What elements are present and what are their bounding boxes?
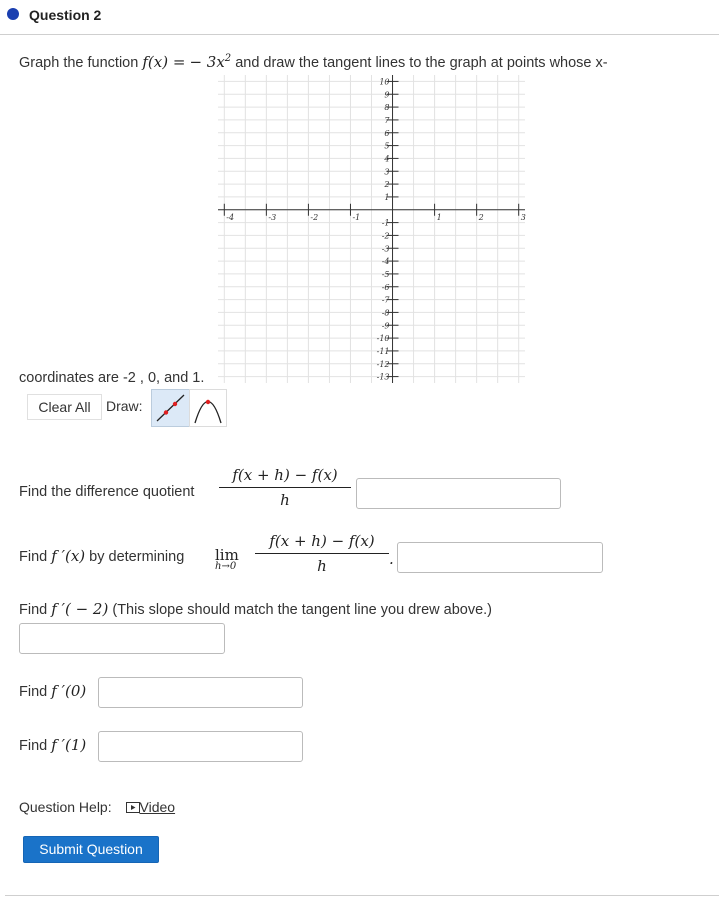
derivative-limit-label: Find f ′(x) by determining	[19, 547, 185, 565]
y-tick-label: -6	[381, 282, 390, 292]
y-tick-label: -13	[376, 372, 390, 382]
difference-quotient-fraction	[219, 466, 351, 509]
y-tick-label: 3	[384, 167, 390, 177]
video-icon	[126, 802, 140, 813]
dl-numerator: f(x + h) − f(x)	[269, 532, 375, 550]
f-prime-x: f ′(x)	[51, 547, 86, 565]
f-prime-neg2-input[interactable]	[19, 623, 225, 654]
difference-quotient-label: Find the difference quotient	[19, 484, 195, 500]
f-prime-1-label: Find f ′(1)	[19, 736, 87, 754]
y-tick-label: -4	[381, 257, 390, 267]
clear-all-button[interactable]: Clear All	[27, 394, 102, 420]
dq-denominator: h	[280, 491, 290, 509]
x-tick-label: -2	[310, 212, 319, 222]
f-prime-neg2-label: Find f ′( − 2) (This slope should match the tangent line you drew above.)	[19, 600, 492, 618]
x-tick-label: -4	[226, 212, 235, 222]
divider	[0, 34, 719, 35]
y-tick-label: -10	[376, 334, 390, 344]
f-prime-1: f ′(1)	[51, 736, 87, 754]
function-lhs: f(x) =	[142, 53, 186, 71]
f-prime-1-input[interactable]	[98, 731, 303, 762]
line-tool-button[interactable]	[151, 389, 190, 427]
lim-operator: lim h→0	[215, 546, 239, 572]
y-tick-label: 8	[384, 103, 390, 113]
y-tick-label: 2	[384, 180, 390, 190]
graph-canvas[interactable]	[218, 75, 525, 383]
x-tick-label: 1	[436, 212, 442, 222]
f-prime-0: f ′(0)	[51, 682, 87, 700]
y-tick-label: -1	[381, 218, 390, 228]
y-tick-label: -7	[381, 295, 390, 305]
y-tick-label: -9	[381, 321, 390, 331]
period: .	[389, 550, 394, 568]
draw-label: Draw:	[106, 398, 143, 414]
f-prime-neg2: f ′( − 2)	[51, 600, 109, 618]
function-rhs: − $3x^2$	[189, 53, 232, 71]
y-tick-label: -8	[381, 308, 390, 318]
parabola-tool-icon	[190, 390, 226, 426]
x-tick-label: 2	[478, 212, 484, 222]
question-title: Question 2	[29, 7, 102, 23]
dq-numerator: f(x + h) − f(x)	[232, 466, 338, 484]
x-tick-label: -3	[268, 212, 277, 222]
y-tick-label: -11	[376, 346, 390, 356]
video-link[interactable]: Video	[126, 799, 176, 815]
prompt-line	[19, 53, 608, 71]
graph-grid	[218, 75, 525, 383]
question-help-label: Question Help:	[19, 799, 112, 815]
question-status-dot	[7, 8, 19, 20]
line-tool-icon	[152, 390, 189, 426]
divider-bottom	[5, 895, 719, 896]
y-tick-label: 10	[379, 77, 390, 87]
y-tick-label: 7	[384, 115, 390, 125]
question-help	[19, 799, 175, 815]
x-tick-label: -1	[352, 212, 361, 222]
x-tick-label: 3	[520, 212, 526, 222]
f-prime-0-label: Find f ′(0)	[19, 682, 87, 700]
prompt-text: Graph the function	[19, 55, 139, 71]
y-tick-label: -12	[376, 359, 390, 369]
difference-quotient-input[interactable]	[356, 478, 561, 509]
f-prime-0-input[interactable]	[98, 677, 303, 708]
y-tick-label: -3	[381, 244, 390, 254]
y-tick-label: 6	[384, 128, 390, 138]
y-tick-label: 4	[384, 154, 390, 164]
dl-denominator: h	[317, 557, 327, 575]
prompt-text-3: coordinates are -2 , 0, and 1.	[19, 370, 205, 386]
y-tick-label: -2	[381, 231, 390, 241]
derivative-limit-fraction	[255, 532, 389, 575]
y-tick-label: 5	[384, 141, 390, 151]
prompt-text-2: and draw the tangent lines to the graph at points whose x-	[235, 55, 608, 71]
submit-question-button[interactable]: Submit Question	[23, 836, 159, 863]
y-tick-label: 1	[384, 192, 390, 202]
y-tick-label: -5	[381, 269, 390, 279]
parabola-tool-button[interactable]	[189, 389, 227, 427]
y-tick-label: 9	[384, 90, 390, 100]
derivative-input[interactable]	[397, 542, 603, 573]
